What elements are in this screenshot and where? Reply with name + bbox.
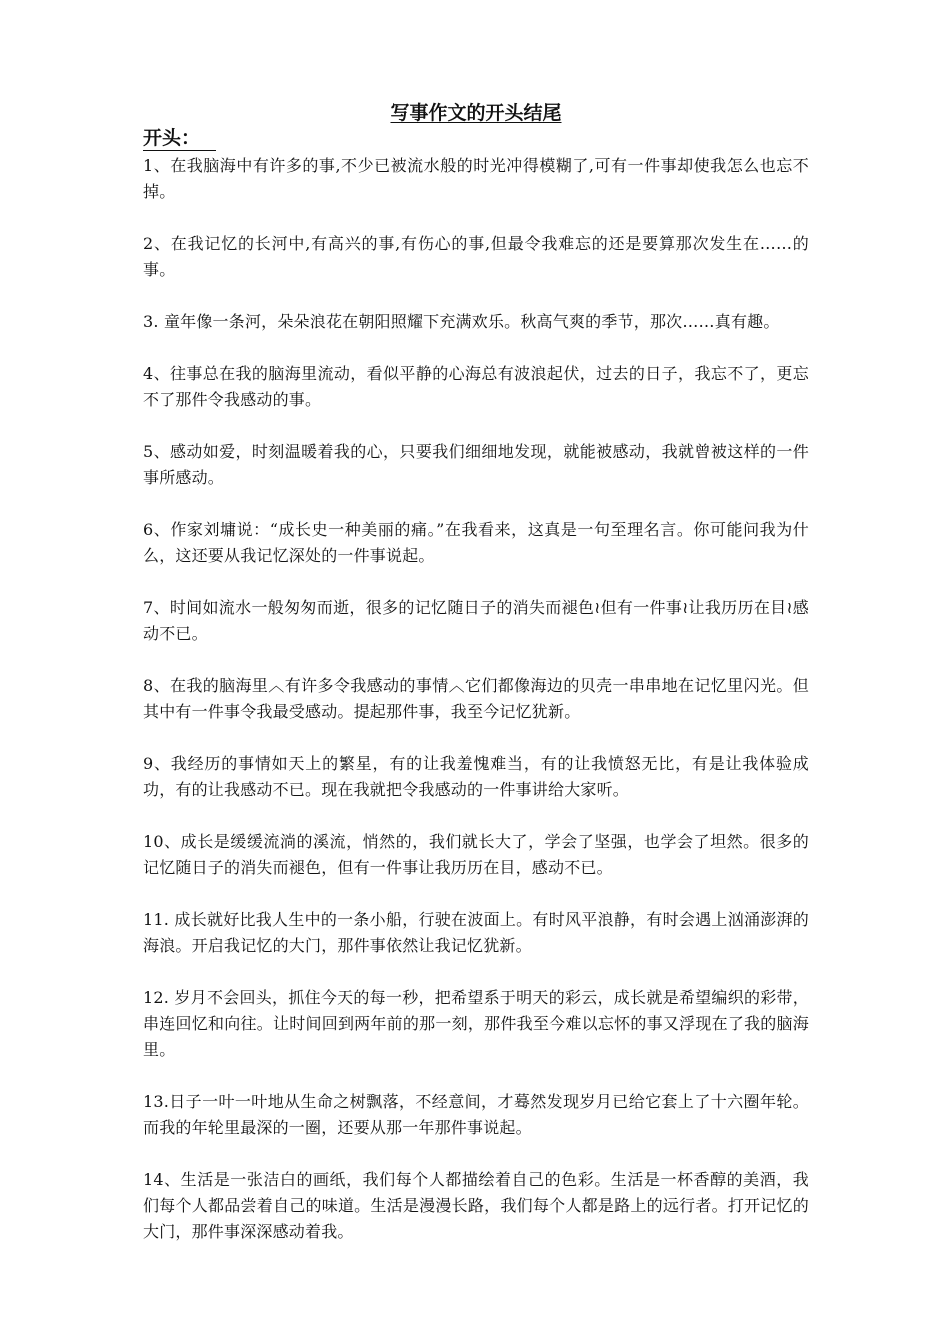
section-heading: 开头： [143, 126, 216, 151]
paragraph-10: 10、成长是缓缓流淌的溪流，悄然的，我们就长大了，学会了坚强，也学会了坦然。很多的记忆随日子的消失而褪色，但有一件事让我历历在目，感动不已。 [143, 832, 809, 877]
paragraph-4: 4、往事总在我的脑海里流动，看似平静的心海总有波浪起伏，过去的日子，我忘不了，更忘不了那件令我感动的事。 [143, 364, 809, 409]
section-heading-wrapper [143, 126, 809, 151]
paragraph-6: 6、作家刘墉说：“成长史一种美丽的痛。”在我看来，这真是一句至理名言。你可能问我为什么，这还要从我记忆深处的一件事说起。 [143, 520, 809, 565]
paragraph-5: 5、感动如爱，时刻温暖着我的心，只要我们细细地发现，就能被感动，我就曾被这样的一件事所感动。 [143, 442, 809, 487]
paragraph-12: 12. 岁月不会回头，抓住今天的每一秒，把希望系于明天的彩云，成长就是希望编织的彩带，串连回忆和向往。让时间回到两年前的那一刻，那件我至今难以忘怀的事又浮现在了我的脑海里。 [143, 988, 809, 1059]
paragraph-1: 1、在我脑海中有许多的事,不少已被流水般的时光冲得模糊了,可有一件事却使我怎么也忘不掉。 [143, 156, 809, 201]
paragraph-13: 13.日子一叶一叶地从生命之树飘落，不经意间，才蓦然发现岁月已给它套上了十六圈年轮。而我的年轮里最深的一圈，还要从那一年那件事说起。 [143, 1092, 809, 1137]
document-title: 写事作文的开头结尾 [390, 102, 562, 124]
document-page [143, 100, 809, 1271]
paragraph-7: 7、时间如流水一般匆匆而逝，很多的记忆随日子的消失而褪色≀但有一件事≀让我历历在目≀感动不已。 [143, 598, 809, 643]
paragraph-11: 11. 成长就好比我人生中的一条小船，行驶在波面上。有时风平浪静，有时会遇上汹涌澎湃的海浪。开启我记忆的大门，那件事依然让我记忆犹新。 [143, 910, 809, 955]
paragraph-list [143, 153, 809, 1245]
paragraph-2: 2、在我记忆的长河中,有高兴的事,有伤心的事,但最令我难忘的还是要算那次发生在……的事。 [143, 234, 809, 279]
paragraph-14: 14、生活是一张洁白的画纸，我们每个人都描绘着自己的色彩。生活是一杯香醇的美酒，我们每个人都品尝着自己的味道。生活是漫漫长路，我们每个人都是路上的远行者。打开记忆的大门，那件事深深感动着我。 [143, 1170, 809, 1241]
paragraph-3: 3. 童年像一条河，朵朵浪花在朝阳照耀下充满欢乐。秋高气爽的季节，那次……真有趣。 [143, 312, 780, 331]
paragraph-8: 8、在我的脑海里︿有许多令我感动的事情︿它们都像海边的贝壳一串串地在记忆里闪光。但其中有一件事令我最受感动。提起那件事，我至今记忆犹新。 [143, 676, 809, 721]
paragraph-9: 9、我经历的事情如天上的繁星，有的让我羞愧难当，有的让我愤怒无比，有是让我体验成功，有的让我感动不已。现在我就把令我感动的一件事讲给大家听。 [143, 754, 809, 799]
